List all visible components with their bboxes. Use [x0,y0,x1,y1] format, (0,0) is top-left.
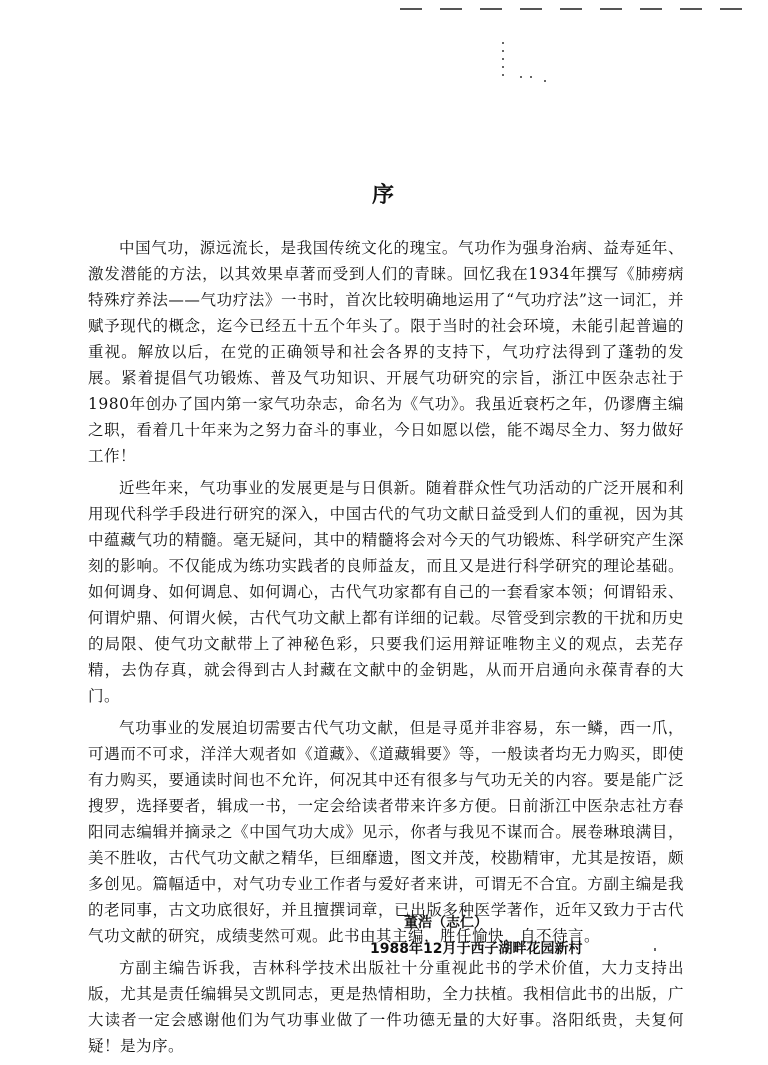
scan-specks [500,40,560,90]
scan-speck [654,948,656,951]
scan-dash [480,8,502,10]
scan-dash [560,8,582,10]
paragraph: 近些年来，气功事业的发展更是与日俱新。随着群众性气功活动的广泛开展和利用现代科学手段进行研究的深入，中国古代的气功文献日益受到人们的重视，因为其中蕴藏气功的精髓。毫无疑问，其中的精髓将会对今天的气功锻炼、科学研究产生深刻的影响。不仅能成为练功实践者的良师益友，而且又是进行科学研究的理论基础。如何调身、如何调息、如何调心，古代气功家都有自己的一套看家本领；何谓铅汞、何谓炉鼎、何谓火候，古代气功文献上都有详细的记载。尽管受到宗教的干扰和历史的局限、使气功文献带上了神秘色彩，只要我们运用辩证唯物主义的观点，去芜存精，去伪存真，就会得到古人封藏在文献中的金钥匙，从而开启通向永葆青春的大门。 [88,479,684,705]
scan-dash [720,8,742,10]
scan-dash [520,8,542,10]
page-title: 序 [371,183,396,208]
paragraph: 气功事业的发展迫切需要古代气功文献，但是寻觅并非容易，东一鳞，西一爪，可遇而不可求，洋洋大观者如《道藏》、《道藏辑要》等，一般读者均无力购买，即使有力购买，要通读时间也不允许，何况其中还有很多与气功无关的内容。要是能广泛搜罗，选择要者，辑成一书，一定会给读者带来许多方便。日前浙江中医杂志社方春阳同志编辑并摘录之《中国气功大成》见示，你者与我见不谋而合。展卷琳琅满目，美不胜收，古代气功文献之精华，巨细靡遗，图文并茂，校勘精审，尤其是按语，颇多创见。篇幅适中，对气功专业工作者与爱好者来讲，可谓无不合宜。方副主编是我的老同事，古文功底很好，并且擅撰词章，已出版多种医学著作，近年又致力于古代气功文献的研究，成绩斐然可观。此书由其主编，胜任愉快，自不待言。 [88,719,684,945]
author-name: 董浩（志仁） [404,915,488,931]
scan-dash [400,8,422,10]
scan-dash [680,8,702,10]
paragraph: 方副主编告诉我，吉林科学技术出版社十分重视此书的学术价值，大力支持出版，尤其是责任编辑吴文凯同志，更是热情相助，全力扶植。我相信此书的出版，广大读者一定会感谢他们为气功事业做了一件功德无量的大好事。洛阳纸贵，夫复何疑！是为序。 [88,959,684,1055]
date-place: 1988年12月于西子湖畔花园新村 [370,941,583,957]
paragraph: 中国气功，源远流长，是我国传统文化的瑰宝。气功作为强身治病、益寿延年、激发潜能的方法，以其效果卓著而受到人们的青睐。回忆我在1934年撰写《肺痨病特殊疗养法——气功疗法》一书时，首次比较明确地运用了“气功疗法”这一词汇，并赋予现代的概念，迄今已经五十五个年头了。限于当时的社会环境，未能引起普遍的重视。解放以后，在党的正确领导和社会各界的支持下，气功疗法得到了蓬勃的发展。紧着提倡气功锻炼、普及气功知识、开展气功研究的宗旨，浙江中医杂志社于1980年创办了国内第一家气功杂志，命名为《气功》。我虽近衰朽之年，仍谬膺主编之职，看着几十年来为之努力奋斗的事业，今日如愿以偿，能不竭尽全力、努力做好工作！ [88,239,684,465]
top-scan-marks [400,8,760,10]
scan-dash [440,8,462,10]
scan-dash [640,8,662,10]
scan-dash [600,8,622,10]
